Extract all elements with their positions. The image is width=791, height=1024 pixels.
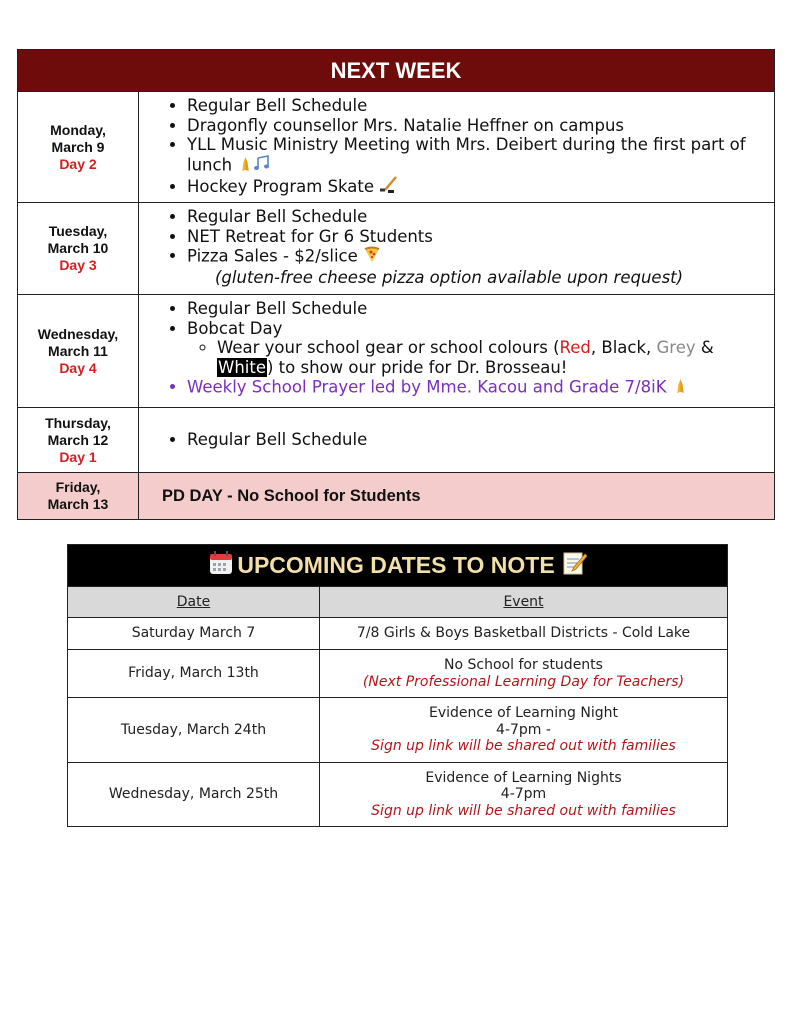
item-text: Weekly School Prayer led by Mme. Kacou and Grade 7/8iK	[187, 377, 667, 397]
event-text: Evidence of Learning Nights	[425, 769, 622, 786]
list-item-prayer	[187, 377, 774, 399]
next-week-title: NEXT WEEK	[18, 50, 774, 92]
events-cell	[139, 203, 774, 294]
header-text: Date	[176, 593, 211, 610]
list-item: • Regular Bell Schedule	[187, 96, 774, 116]
list-item: • Regular Bell Schedule	[187, 207, 774, 227]
date: March 10	[47, 240, 109, 256]
weekday: Thursday,	[45, 414, 111, 431]
text-red: Red	[559, 338, 591, 357]
list-item: • Regular Bell Schedule	[187, 299, 774, 319]
event-time: 4-7pm	[500, 786, 547, 803]
day-row-wednesday	[18, 295, 774, 408]
day-cell	[18, 408, 139, 472]
list-item: • Dragonfly counsellor Mrs. Natalie Heffner on campus	[187, 116, 774, 136]
day-number: Day 4	[59, 359, 97, 376]
event-cell	[320, 763, 727, 826]
text-white-highlight: White	[218, 357, 266, 377]
weekday: Wednesday,	[37, 325, 119, 342]
memo-icon	[561, 550, 587, 582]
date-cell: Wednesday, March 25th	[68, 763, 320, 826]
day-number: Day 3	[59, 257, 97, 273]
date-cell: Tuesday, March 24th	[68, 698, 320, 762]
date: March 9	[51, 138, 105, 155]
event-cell	[320, 698, 727, 762]
list-item: • NET Retreat for Gr 6 Students	[187, 227, 774, 247]
table-row	[68, 650, 727, 698]
upcoming-dates-table	[67, 544, 728, 827]
table-row	[68, 618, 727, 650]
column-header-date	[68, 587, 320, 617]
date: March 13	[47, 496, 109, 512]
events-cell	[139, 408, 774, 472]
table-row	[68, 763, 727, 826]
events-cell	[139, 92, 774, 202]
text-part: , Black,	[590, 338, 657, 357]
upcoming-title: UPCOMING DATES TO NOTE	[237, 552, 555, 578]
item-text: Hockey Program Skate	[187, 176, 375, 196]
event-cell	[320, 618, 727, 649]
list-item	[187, 319, 774, 378]
date: March 12	[47, 431, 109, 448]
upcoming-header	[68, 545, 727, 587]
table-row	[68, 698, 727, 763]
text-part: Wear your school gear or school colours (	[217, 338, 560, 357]
day-cell	[18, 203, 139, 294]
list-item	[187, 135, 774, 176]
text-grey: Grey	[656, 338, 696, 357]
day-number: Day 1	[59, 448, 97, 465]
item-text: Pizza Sales - $2/slice	[187, 246, 358, 266]
list-item: • Regular Bell Schedule	[187, 430, 367, 450]
calendar-icon	[208, 550, 234, 582]
weekday: Friday,	[55, 479, 101, 495]
day-row-thursday	[18, 408, 774, 473]
music-notes-icon	[254, 155, 272, 176]
praying-hands-icon	[672, 377, 689, 399]
gluten-free-note: (gluten-free cheese pizza option available upon request)	[215, 267, 684, 287]
day-number: Day 2	[59, 155, 97, 172]
next-week-table	[17, 49, 775, 520]
praying-hands-icon	[237, 155, 254, 177]
sub-list-item	[217, 338, 774, 377]
day-cell	[18, 92, 139, 202]
day-cell	[18, 295, 139, 407]
date-cell: Friday, March 13th	[68, 650, 320, 697]
date: March 11	[48, 342, 108, 359]
events-cell	[139, 295, 774, 407]
weekday: Monday,	[50, 121, 106, 138]
pd-day-text: PD DAY - No School for Students	[162, 486, 421, 505]
day-cell	[18, 473, 139, 519]
hockey-stick-icon	[379, 176, 399, 199]
event-text: 7/8 Girls & Boys Basketball Districts - Cold Lake	[356, 625, 691, 642]
pizza-icon	[363, 246, 381, 268]
event-note: Sign up link will be shared out with families	[371, 738, 676, 755]
day-row-friday	[18, 473, 774, 519]
table-header-row	[68, 587, 727, 618]
day-row-monday	[18, 92, 774, 203]
event-cell	[320, 650, 727, 697]
event-time: 4-7pm -	[496, 721, 551, 738]
date-cell: Saturday March 7	[68, 618, 320, 649]
event-note: Sign up link will be shared out with families	[371, 802, 676, 819]
column-header-event	[320, 587, 727, 617]
event-text: Evidence of Learning Night	[429, 705, 618, 722]
weekday: Tuesday,	[48, 223, 108, 239]
item-text: Bobcat Day	[187, 318, 283, 338]
event-note: (Next Professional Learning Day for Teachers)	[362, 673, 685, 690]
list-item	[187, 176, 774, 199]
day-row-tuesday	[18, 203, 774, 295]
header-text: Event	[503, 593, 544, 610]
text-part: &	[695, 338, 714, 357]
item-text: YLL Music Ministry Meeting with Mrs. Deibert during the first part of lunch	[187, 135, 746, 174]
text-part: ) to show our pride for Dr. Brosseau!	[266, 357, 568, 377]
list-item	[187, 246, 774, 268]
event-text: No School for students	[444, 657, 603, 673]
